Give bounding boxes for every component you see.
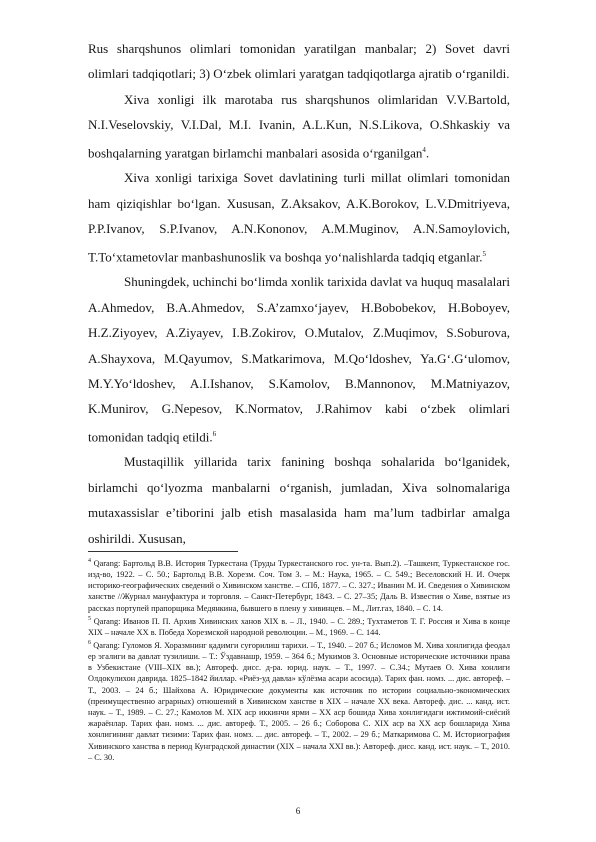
page-number: 6	[295, 806, 301, 816]
paragraph-2-end: .	[425, 144, 430, 160]
paragraph-1-text: Rus sharqshunos olimlari tomonidan yaratilgan manbalar; 2) Sovet davri olimlari tadqiqotlari; 3) O‘zbek olimlari yaratgan tadqiqotlarga ajratib o‘rganildi.	[88, 41, 510, 82]
footnote-text: Qarang: Гуломов Я. Хоразмнинг қадимги суғорилиш тарихи. – Т., 1940. – 207 б.; Исломов М. Хива хонлигида феодал ер эгалиги ва давлат тузилиши. – Т.: Ўздавнашр, 1959. – 364 б.; Мукимов З. Основные исторические источники права в Узбекистане (VIII–XIX вв.); Автореф. дисс. д-ра. юрид. наук. – Т., 1997. – С.34.; Мутаев О. Хива хонлиги Олдокулихон даврида. 1825–1842 йиллар. «Риёз-уд давла» кўлёзма асари асосида). Тарих фан. номз. ... дис. автореф. – Т., 2003. – 24 б.; Шайхова А. Юридические документы как источник по истории социально-экономических (преимущественно аграрных) отношений в Хивинском ханстве в XIX – начале XX века. Автореф. дис. ... канд. ист. наук. – Т., 1989. – С. 27.; Камолов М. XIX аср иккинчи ярми – XX аср бошида Хива хонлигидаги ижтимоий-сиёсий жараёнлар. Тарих фан. номз. ... дис. автореф. Т., 2005. – 26 б.; Соборова С. XIX аср ва XX аср бошларида Хива хонлигининг давлат тизими: Тарих фан. номз. ... дис. автореф. – Т., 2002. – 29 б.; Маткаримова С. М. Историография Хивинского ханства в период Кунградской династии (XIX – начала XXI вв.): Автореф. дисс. канд. ист. наук. – Т., 2010. – С. 30.	[88, 640, 510, 762]
footnote-ref-5[interactable]: 5	[482, 249, 487, 258]
footnote-divider	[88, 551, 238, 552]
paragraph-3-text: Xiva xonligi tarixiga Sovet davlatining turli millat olimlari tomonidan ham qiziqishlar bo‘lgan. Xususan, Z.Aksakov, A.K.Borokov, L.V.Dmitriyeva, P.P.Ivanov, S.P.Ivanov, A.N.Kononov, A.M.Muginov, A.N.Samoylovich, T.To‘xtametovlar manbashunoslik va boshqa yo‘nalishlarda tadqiq etganlar.	[88, 170, 510, 264]
paragraph-3	[88, 165, 510, 269]
footnote-ref-6[interactable]: 6	[212, 429, 217, 438]
footnote-ref-4[interactable]: 4	[422, 145, 426, 154]
paragraph-4	[88, 269, 510, 449]
footnote-number: 6	[88, 639, 91, 646]
paragraph-1	[88, 36, 510, 87]
footnote-number: 5	[88, 615, 91, 622]
footnote-number: 4	[88, 558, 91, 564]
footnote-text: Qarang: Бартольд В.В. История Туркестана (Труды Туркестанского гос. ун-та. Вып.2). –Ташкент, Туркестанское гос. изд-во, 1922. – С. 50.; Бартольд В.В. Хорезм. Соч. Том 3. – М.: Наука, 1965. – С. 549.; Веселовский Н. И. Очерк историко-географических сведений о Хивинском ханстве. – СПб, 1877. – С. 327.; Иванин М. И. Сведения о Хивинском ханстве //Журнал мануфактура и торговля. – Санкт-Петербург, 1843. – С. 27–35; Даль В. Известия о Хиве, взятые из рассказ портупей прапорщика Медянкина, бывшего в плену у хивинцев. – М., Лит.газ, 1840. – С. 14.	[88, 558, 510, 613]
paragraph-2-text: Xiva xonligi ilk marotaba rus sharqshunos olimlaridan V.V.Bartold, N.I.Veselovskiy, V.I.Dal, M.I. Ivanin, A.L.Kun, N.S.Likova, O.Shkaskiy va boshqalarning yaratgan birlamchi manbalari asosida o‘rganilgan	[88, 91, 510, 160]
footnote-5	[88, 614, 510, 638]
paragraph-5	[88, 449, 510, 551]
main-text	[88, 36, 510, 551]
footnote-4	[88, 556, 510, 614]
paragraph-5-text: Mustaqillik yillarida tarix fanining boshqa sohalarida bo‘lganidek, birlamchi qo‘lyozma manbalarni o‘rganish, jumladan, Xiva solnomalariga mutaxassislar e’tiborini jalb etish masalasida ham ma’lum tadbirlar amalga oshirildi. Xususan,	[88, 454, 510, 546]
footnote-text: Qarang: Иванов П. П. Архив Хивинских ханов XIX в. – Л., 1940. – С. 289.; Тухтаметов Т. Г. Россия и Хива в конце XIX – начале XX в. Победа Хорезмской народной революции. – М., 1969. – С. 144.	[88, 616, 510, 637]
paragraph-2	[88, 87, 510, 166]
footnote-6	[88, 638, 510, 763]
paragraph-4-text: Shuningdek, uchinchi bo‘limda xonlik tarixida davlat va huquq masalalari A.Ahmedov, B.A.Ahmedov, S.A’zamxo‘jayev, H.Bobobekov, H.Boboyev, H.Z.Ziyoyev, A.Ziyayev, I.B.Zokirov, O.Mutalov, Z.Muqimov, S.Soburova, A.Shayxova, M.Qayumov, S.Matkarimova, M.Qo‘ldoshev, Ya.G‘.G‘ulomov, M.Y.Yo‘ldoshev, A.I.Ishanov, S.Kamolov, B.Mannonov, M.Matniyazov, K.Munirov, G.Nepesov, K.Normatov, J.Rahimov kabi o‘zbek olimlari tomonidan tadqiq etildi.	[88, 274, 510, 445]
footnotes	[88, 556, 510, 763]
